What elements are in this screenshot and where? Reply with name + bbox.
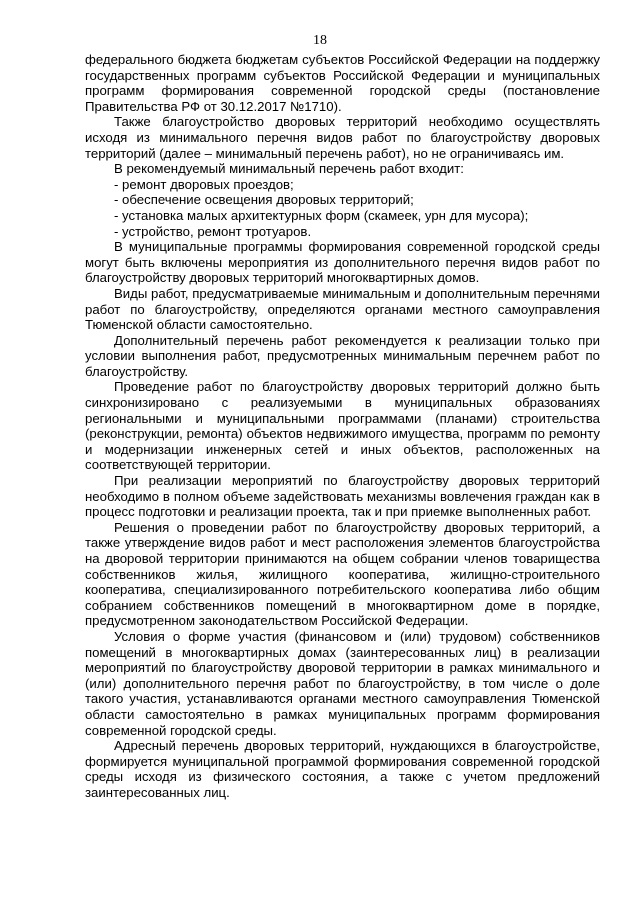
list-item: - ремонт дворовых проездов; [114, 176, 294, 192]
paragraph-address-list: Адресный перечень дворовых территорий, нуждающихся в благоустройстве, формируется муниципальной программой формирования современной городской среды исходя из физического состояния, а также с учетом предложений заинтересованных лиц. [85, 738, 600, 800]
paragraph-additional-conditions: Дополнительный перечень работ рекомендуется к реализации только при условии выполнения работ, предусмотренных минимальным перечнем работ по благоустройству. [85, 332, 600, 379]
paragraph-list-heading: В рекомендуемый минимальный перечень работ входит: [114, 161, 464, 177]
paragraph-decisions: Решения о проведении работ по благоустройству дворовых территорий, а также утверждение видов работ и мест расположения элементов благоустройства на дворовой территории принимаются на общем собрании членов товарищества собственников жилья, жилищного кооператива, жилищно-строительного кооператива, специализированного потребительского кооператива либо общим собранием собственников помещений в многоквартирном доме в порядке, предусмотренном законодательством Российской Федерации. [85, 519, 600, 629]
paragraph-additional-list: В муниципальные программы формирования современной городской среды могут быть включены мероприятия из дополнительного перечня видов работ по благоустройству дворовых территорий многоквартирных домов. [85, 239, 600, 286]
list-item: - обеспечение освещения дворовых территорий; [114, 192, 414, 208]
document-body [85, 52, 600, 801]
page-number: 18 [313, 33, 327, 48]
paragraph-citizen-involvement: При реализации мероприятий по благоустройству дворовых территорий необходимо в полном объеме задействовать механизмы вовлечения граждан как в процесс подготовки и реализации проекта, так и при приемке выполненных работ. [85, 473, 600, 520]
paragraph-participation-conditions: Условия о форме участия (финансовом и (или) трудовом) собственников помещений в многоквартирных домах (заинтересованных лиц) в реализации мероприятий по благоустройству дворовой территории в рамках минимального и (или) дополнительного перечня работ по благоустройству, в том числе о доле такого участия, устанавливаются органами местного самоуправления Тюменской области самостоятельно в рамках муниципальных программ формирования современной городской среды. [85, 628, 600, 738]
paragraph-synchronization: Проведение работ по благоустройству дворовых территорий должно быть синхронизировано с реализуемыми в муниципальных образованиях региональными и муниципальными программами (планами) строительства (реконструкции, ремонта) объектов недвижимого имущества, программ по ремонту и модернизации инженерных сетей и иных объектов, расположенных на соответствующей территории. [85, 379, 600, 473]
list-item: - устройство, ремонт тротуаров. [114, 223, 312, 239]
list-item: - установка малых архитектурных форм (скамеек, урн для мусора); [114, 207, 529, 223]
paragraph-work-types: Виды работ, предусматриваемые минимальным и дополнительным перечнями работ по благоустройству, определяются органами местного самоуправления Тюменской области самостоятельно. [85, 285, 600, 333]
paragraph-continuation: федерального бюджета бюджетам субъектов Российской Федерации на поддержку государственных программ субъектов Российской Федерации и муниципальных программ формирования современной городской среды (постановление Правительства РФ от 30.12.2017 №1710). [85, 52, 600, 114]
paragraph-minimal-list-intro: Также благоустройство дворовых территорий необходимо осуществлять исходя из минимального перечня видов работ по благоустройству дворовых территорий (далее – минимальный перечень работ), но не ограничиваясь им. [85, 114, 600, 161]
